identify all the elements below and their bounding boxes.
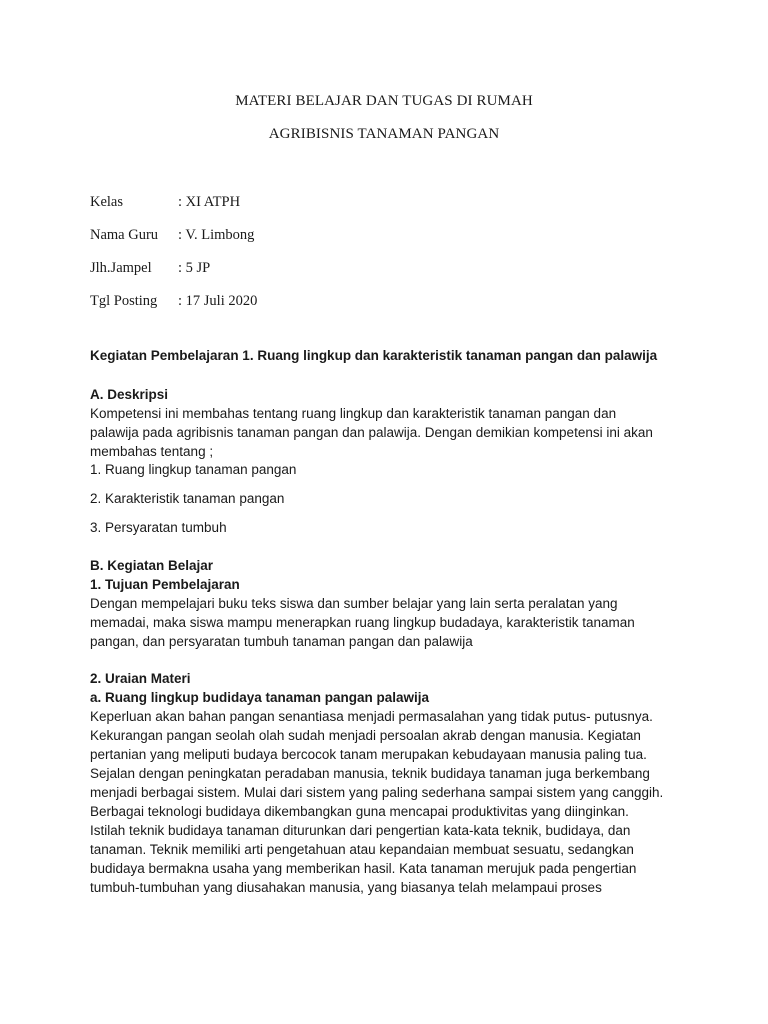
section-a [90, 385, 690, 461]
list-item: 2. Karakteristik tanaman pangan [90, 491, 285, 506]
paragraph-line: Kekurangan pangan seolah olah sudah menjadi persoalan akrab dengan manusia. Kegiatan [90, 728, 641, 743]
paragraph-line: Keperluan akan bahan pangan senantiasa menjadi permasalahan yang tidak putus- putusnya. [90, 709, 653, 724]
paragraph-line: budidaya bermakna usaha yang memberikan hasil. Kata tanaman merujuk pada pengertian [90, 861, 637, 876]
section-b [90, 556, 690, 651]
list-item: 3. Persyaratan tumbuh [90, 520, 227, 535]
paragraph-line: Berbagai teknologi budidaya dikembangkan guna mencapai produktivitas yang diinginkan. [90, 804, 629, 819]
section-heading: B. Kegiatan Belajar [90, 558, 214, 573]
info-row-guru [90, 227, 254, 244]
paragraph-line: memadai, maka siswa mampu menerapkan ruang lingkup budadaya, karakteristik tanaman [90, 615, 635, 630]
list-item: 1. Ruang lingkup tanaman pangan [90, 462, 297, 477]
info-row-posting [90, 293, 257, 310]
paragraph-line: palawija pada agribisnis tanaman pangan dan palawija. Dengan demikian kompetensi ini akan [90, 425, 653, 440]
paragraph-line: Istilah teknik budidaya tanaman diturunkan dari pengertian kata-kata teknik, budidaya, dan [90, 823, 631, 838]
activity-title: Kegiatan Pembelajaran 1. Ruang lingkup dan karakteristik tanaman pangan dan palawija [90, 348, 658, 363]
paragraph-line: pangan, dan persyaratan tumbuh tanaman pangan dan palawija [90, 634, 473, 649]
paragraph-line: pertanian yang meliputi budaya bercocok tanam merupakan kebudayaan manusia paling tua. [90, 747, 647, 762]
info-label: Nama Guru [90, 227, 159, 243]
subsection-heading: 2. Uraian Materi [90, 671, 191, 686]
paragraph-line: tumbuh-tumbuhan yang diusahakan manusia, yang biasanya telah melampaui proses [90, 880, 602, 895]
paragraph-line: Kompetensi ini membahas tentang ruang lingkup dan karakteristik tanaman pangan dan [90, 406, 617, 421]
subsection-heading: 1. Tujuan Pembelajaran [90, 577, 240, 592]
subsection-heading: a. Ruang lingkup budidaya tanaman pangan palawija [90, 690, 430, 705]
document-subtitle: AGRIBISNIS TANAMAN PANGAN [268, 126, 500, 142]
info-row-jampel [90, 260, 210, 277]
paragraph-line: menjadi berbagai sistem. Mulai dari sistem yang paling sederhana sampai sistem yang canggih. [90, 785, 664, 800]
document-title: MATERI BELAJAR DAN TUGAS DI RUMAH [235, 93, 533, 109]
info-label: Jlh.Jampel [90, 260, 152, 276]
info-value: : XI ATPH [178, 194, 241, 210]
section-heading: A. Deskripsi [90, 387, 169, 402]
section-b-materi [90, 669, 690, 897]
info-value: : V. Limbong [178, 227, 255, 243]
info-value: : 5 JP [178, 260, 211, 276]
paragraph-line: Sejalan dengan peningkatan peradaban manusia, teknik budidaya tanaman juga berkembang [90, 766, 650, 781]
info-value: : 17 Juli 2020 [178, 293, 258, 309]
paragraph-line: membahas tentang ; [90, 444, 214, 459]
info-row-kelas [90, 194, 240, 211]
info-label: Tgl Posting [90, 293, 158, 309]
paragraph-line: Dengan mempelajari buku teks siswa dan sumber belajar yang lain serta peralatan yang [90, 596, 618, 611]
paragraph-line: tanaman. Teknik memiliki arti pengetahuan atau kepandaian membuat sesuatu, sedangkan [90, 842, 634, 857]
info-label: Kelas [90, 194, 124, 210]
